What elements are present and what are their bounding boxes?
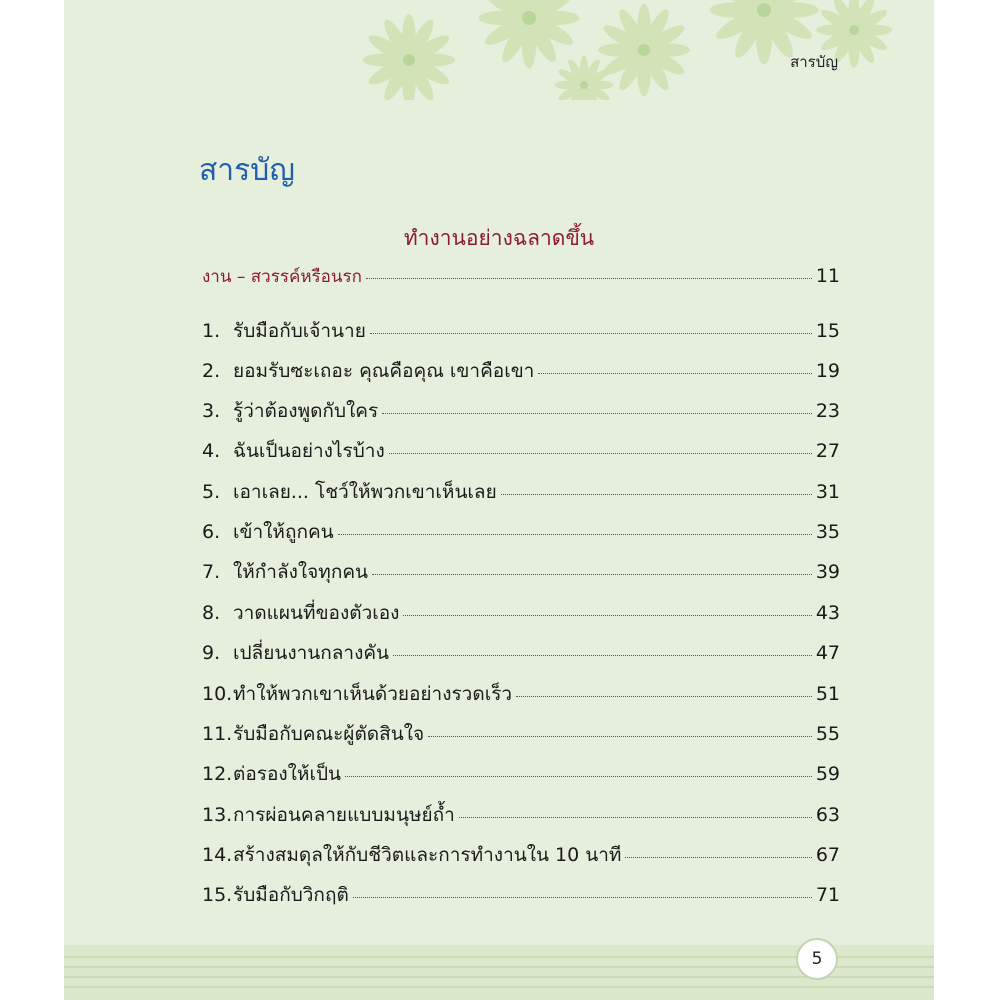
- dot-leader: [428, 736, 812, 737]
- toc-entry[interactable]: [202, 356, 840, 382]
- toc-entry-number: 14.: [202, 844, 233, 866]
- toc-entry-page: 39: [815, 561, 840, 583]
- toc-entry-page: 59: [815, 763, 840, 785]
- toc-entry-title: ให้กำลังใจทุกคน: [233, 561, 369, 583]
- dot-leader: [389, 453, 812, 454]
- page-number-badge: 5: [796, 938, 838, 980]
- toc-intro-entry[interactable]: [202, 263, 840, 289]
- toc-entry[interactable]: [202, 598, 840, 624]
- toc-entry[interactable]: [202, 557, 840, 583]
- toc-entry-title: รู้ว่าต้องพูดกับใคร: [233, 400, 379, 422]
- toc-entry-number: 8.: [202, 602, 221, 624]
- toc-entry-number: 6.: [202, 521, 221, 543]
- toc-entry-title: ฉันเป็นอย่างไรบ้าง: [233, 440, 385, 462]
- toc-entry-title: ทำให้พวกเขาเห็นด้วยอย่างรวดเร็ว: [233, 683, 513, 705]
- toc-entry-page: 19: [815, 360, 840, 382]
- toc-entry-title: สร้างสมดุลให้กับชีวิตและการทำงานใน 10 นาที: [233, 844, 622, 866]
- toc-entry-number: 2.: [202, 360, 221, 382]
- toc-entry[interactable]: [202, 436, 840, 462]
- toc-entry-number: 1.: [202, 320, 221, 342]
- toc-entry-number: 3.: [202, 400, 221, 422]
- toc-entry[interactable]: [202, 840, 840, 866]
- dot-leader: [501, 494, 812, 495]
- dot-leader: [382, 413, 812, 414]
- toc-entry-title: การผ่อนคลายแบบมนุษย์ถ้ำ: [233, 804, 455, 826]
- dot-leader: [370, 333, 812, 334]
- toc-entry[interactable]: [202, 719, 840, 745]
- toc-entry-title: ยอมรับซะเถอะ คุณคือคุณ เขาคือเขา: [233, 360, 535, 382]
- running-header: สารบัญ: [790, 53, 838, 71]
- dot-leader: [338, 534, 812, 535]
- dot-leader: [353, 897, 812, 898]
- toc-entry[interactable]: [202, 759, 840, 785]
- toc-entry-page: 11: [815, 265, 840, 287]
- toc-entry-title: งาน – สวรรค์หรือนรก: [202, 267, 362, 287]
- toc-entry-title: เอาเลย... โชว์ให้พวกเขาเห็นเลย: [233, 481, 497, 503]
- toc-entry-page: 43: [815, 602, 840, 624]
- toc-entry-number: 11.: [202, 723, 233, 745]
- toc-entry[interactable]: [202, 517, 840, 543]
- toc-entry-title: เข้าให้ถูกคน: [233, 521, 334, 543]
- dot-leader: [372, 574, 812, 575]
- dot-leader: [403, 615, 811, 616]
- toc-entry[interactable]: [202, 316, 840, 342]
- toc-entry-title: รับมือกับคณะผู้ตัดสินใจ: [233, 723, 425, 745]
- toc-entry[interactable]: [202, 880, 840, 906]
- toc-entry-page: 23: [815, 400, 840, 422]
- toc-entry-title: เปลี่ยนงานกลางคัน: [233, 642, 390, 664]
- toc-entry-number: 7.: [202, 561, 221, 583]
- toc-entry-page: 71: [815, 884, 840, 906]
- toc-entry-page: 31: [815, 481, 840, 503]
- toc-entry-page: 47: [815, 642, 840, 664]
- toc-entry-page: 27: [815, 440, 840, 462]
- toc-entry-number: 4.: [202, 440, 221, 462]
- toc-entry-page: 55: [815, 723, 840, 745]
- toc-entry-number: 12.: [202, 763, 233, 785]
- book-page: [64, 0, 934, 1000]
- dot-leader: [459, 817, 812, 818]
- toc-entry-title: รับมือกับเจ้านาย: [233, 320, 366, 342]
- toc-entry-number: 5.: [202, 481, 221, 503]
- dot-leader: [625, 857, 811, 858]
- toc-entry-page: 63: [815, 804, 840, 826]
- toc-entry-number: 15.: [202, 884, 233, 906]
- toc-entry-page: 67: [815, 844, 840, 866]
- page-title: สารบัญ: [199, 153, 295, 188]
- toc-entry-title: ต่อรองให้เป็น: [233, 763, 341, 785]
- toc-entry-page: 51: [815, 683, 840, 705]
- toc-entry[interactable]: [202, 638, 840, 664]
- toc-entry[interactable]: [202, 396, 840, 422]
- dot-leader: [345, 776, 812, 777]
- toc-entry-title: รับมือกับวิกฤติ: [233, 884, 349, 906]
- toc-entry-title: วาดแผนที่ของตัวเอง: [233, 602, 400, 624]
- toc-entry[interactable]: [202, 477, 840, 503]
- toc-entry-page: 35: [815, 521, 840, 543]
- dot-leader: [366, 278, 812, 279]
- dot-leader: [516, 696, 812, 697]
- toc-entry-page: 15: [815, 320, 840, 342]
- part-title: ทำงานอย่างฉลาดขึ้น: [403, 226, 595, 250]
- dot-leader: [538, 373, 811, 374]
- toc-entry-number: 10.: [202, 683, 233, 705]
- dot-leader: [393, 655, 812, 656]
- toc-entry-number: 13.: [202, 804, 233, 826]
- toc-entry[interactable]: [202, 679, 840, 705]
- toc-entry-number: 9.: [202, 642, 221, 664]
- toc-entry[interactable]: [202, 800, 840, 826]
